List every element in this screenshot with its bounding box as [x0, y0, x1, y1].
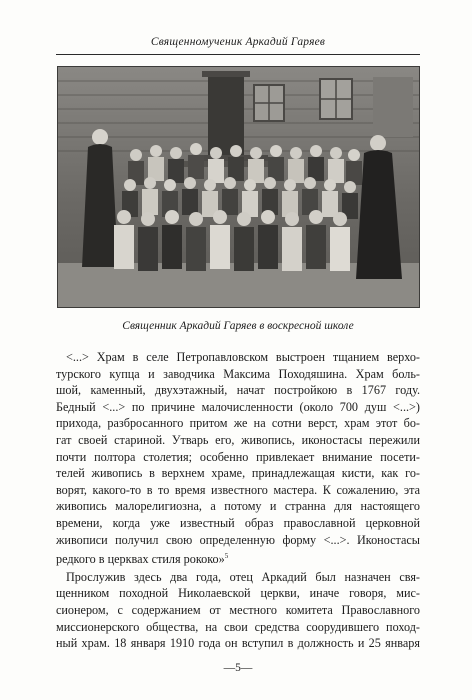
text-line: щенником походной Николаевской церкви, иначе говоря, мис- — [56, 586, 420, 601]
text-line: турского купца и заводчика Максима Походяшина. Храм боль- — [56, 366, 420, 381]
text-line: сионером, с содержанием от местного комитета Православного — [56, 602, 420, 617]
text-line: <...> Храм в селе Петропавловском выстроен тщанием верхо- — [66, 350, 420, 364]
footnote-marker[interactable]: 5 — [224, 552, 229, 561]
text-line: Прослужив здесь два года, отец Аркадий был назначен свя- — [66, 569, 420, 584]
text-line: живописи получил свою определенную форму <...>. Иконостасы — [56, 532, 420, 547]
text-line: почти полтора столетия; особенно привлекает внимание посети- — [56, 449, 420, 464]
text-line: гат своей стариной. Утварь его, живопись, иконостасы пережили — [56, 432, 420, 447]
running-head: Священномученик Аркадий Гаряев — [150, 36, 326, 48]
text-line: прихода, разбросанного притом же на сотни верст, храм этот бо- — [56, 416, 420, 431]
group-photo — [57, 66, 420, 308]
text-line: ворят, какого-то в то время известного мастера. К сожалению, эта — [56, 482, 420, 497]
photo-illustration — [58, 67, 419, 307]
text-line: живопись малорелигиозна, а потому и странна для настоящего — [56, 499, 420, 514]
text-line-content: редкого в церквах стиля рококо» — [56, 552, 225, 567]
text-line: времени, когда уже известный образ православной церковной — [56, 515, 420, 530]
text-line: телей живопись в верхнем храме, принадлежащая кисти, как го- — [56, 466, 420, 481]
photo-caption: Священник Аркадий Гаряев в воскресной школе — [122, 320, 354, 332]
text-line: миссионерского общества, на свои средства соорудившего поход- — [56, 619, 420, 634]
text-line: ный храм. 18 января 1910 года он вступил в должность и 25 января — [56, 636, 420, 651]
body-text — [56, 349, 420, 652]
page-number: —5— — [223, 662, 253, 674]
text-line-last — [56, 548, 420, 565]
header-rule — [56, 54, 420, 55]
text-line: шой, каменный, двухэтажный, начат постройкою в 1767 году. — [56, 383, 420, 398]
text-line: Бедный <...> по причине малочисленности (около 700 душ <...>) — [56, 399, 420, 414]
